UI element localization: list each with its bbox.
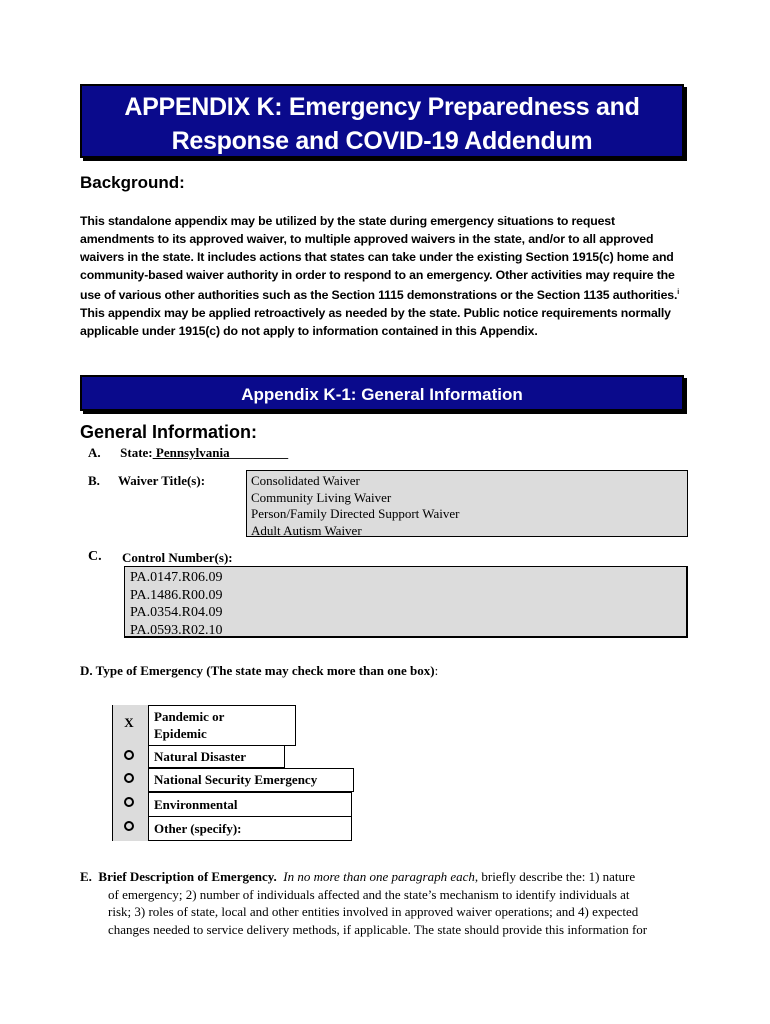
environmental-checkbox[interactable] bbox=[114, 797, 144, 807]
state-value[interactable]: Pennsylvania bbox=[152, 445, 230, 460]
national-security-checkbox[interactable] bbox=[114, 773, 144, 783]
general-information-heading: General Information: bbox=[80, 422, 258, 442]
pandemic-checkbox[interactable]: X bbox=[124, 715, 134, 730]
emergency-option-pandemic bbox=[148, 705, 296, 746]
radio-circle-icon bbox=[124, 750, 134, 760]
item-a-letter: A. bbox=[88, 445, 101, 460]
waiver-title-item: Consolidated Waiver bbox=[251, 473, 360, 488]
footnote-mark[interactable]: i bbox=[677, 289, 680, 296]
waiver-title-item: Community Living Waiver bbox=[251, 489, 392, 505]
waiver-title-label: Waiver Title(s): bbox=[118, 473, 206, 488]
control-numbers-field[interactable] bbox=[124, 566, 688, 638]
control-number-item: PA.0354.R04.09 bbox=[130, 605, 223, 620]
appendix-title-banner bbox=[80, 84, 684, 158]
control-number-item: PA.0147.R06.09 bbox=[130, 570, 223, 585]
emergency-option-national-security: National Security Emergency bbox=[148, 768, 354, 792]
other-checkbox[interactable] bbox=[114, 821, 144, 831]
e-italic: In no more than one paragraph each bbox=[283, 869, 475, 884]
e-line-4: changes needed to service delivery methods, if applicable. The state should provide this information for bbox=[108, 921, 648, 937]
item-c-letter: C. bbox=[88, 549, 102, 564]
state-label: State: bbox=[120, 445, 153, 460]
background-text-continued: This appendix may be applied retroactively as needed by the state. Public notice requirements normally applicable under 1915(c) do not apply to information contained in this Appendix. bbox=[80, 306, 671, 339]
k1-heading: Appendix K-1: General Information bbox=[241, 385, 523, 404]
item-e-letter: E. bbox=[80, 869, 92, 884]
title-line-1: APPENDIX K: Emergency Preparedness and bbox=[124, 93, 640, 121]
pandemic-label-line-2: Epidemic bbox=[154, 726, 207, 741]
e-line-2: of emergency; 2) number of individuals affected and the state’s mechanism to identify individuals at bbox=[108, 886, 630, 902]
natural-disaster-checkbox[interactable] bbox=[114, 750, 144, 760]
waiver-title-item: Adult Autism Waiver bbox=[251, 522, 362, 538]
e-line1-rest: , briefly describe the: 1) nature bbox=[474, 869, 636, 884]
emergency-option-natural-disaster: Natural Disaster bbox=[148, 745, 285, 768]
pandemic-label-line-1: Pandemic or bbox=[154, 709, 225, 724]
state-row bbox=[88, 445, 288, 461]
emergency-description-section bbox=[80, 868, 690, 938]
waiver-titles-field[interactable] bbox=[246, 470, 688, 537]
emergency-type-label: D. Type of Emergency (The state may check more than one box) bbox=[80, 663, 435, 678]
control-number-label: Control Number(s): bbox=[122, 550, 233, 565]
radio-circle-icon bbox=[124, 821, 134, 831]
item-b-letter: B. bbox=[88, 473, 100, 488]
waiver-title-item: Person/Family Directed Support Waiver bbox=[251, 506, 460, 521]
control-number-item: PA.1486.R00.09 bbox=[130, 587, 223, 603]
emergency-type-question bbox=[80, 663, 438, 679]
radio-circle-icon bbox=[124, 797, 134, 807]
state-blank: _________ bbox=[229, 445, 289, 460]
background-paragraph bbox=[80, 212, 680, 340]
background-text: This standalone appendix may be utilized by the state during emergency situations to request amendments to its approved waiver, to multiple approved waivers in the state, and/or to all approved waivers in the state. It includes actions that states can take under the existing Section 1915(c) home and community-based waiver authority in order to respond to an emergency. Other activities may require the use of various other authorities such as the Section 1115 demonstrations or the Section 1135 authorities. bbox=[80, 214, 678, 303]
background-heading: Background: bbox=[80, 173, 185, 192]
k1-section-banner bbox=[80, 375, 684, 411]
radio-circle-icon bbox=[124, 773, 134, 783]
control-number-item: PA.0593.R02.10 bbox=[130, 622, 223, 638]
title-line-2: Response and COVID-19 Addendum bbox=[171, 127, 593, 155]
emergency-option-other: Other (specify): bbox=[148, 816, 352, 841]
e-heading: Brief Description of Emergency. bbox=[98, 869, 277, 884]
emergency-type-colon: : bbox=[434, 663, 439, 678]
e-first-line bbox=[80, 868, 690, 886]
e-line-3: risk; 3) roles of state, local and other entities involved in approved waiver operations; and 4) expected bbox=[108, 904, 639, 919]
emergency-option-environmental: Environmental bbox=[148, 792, 352, 817]
